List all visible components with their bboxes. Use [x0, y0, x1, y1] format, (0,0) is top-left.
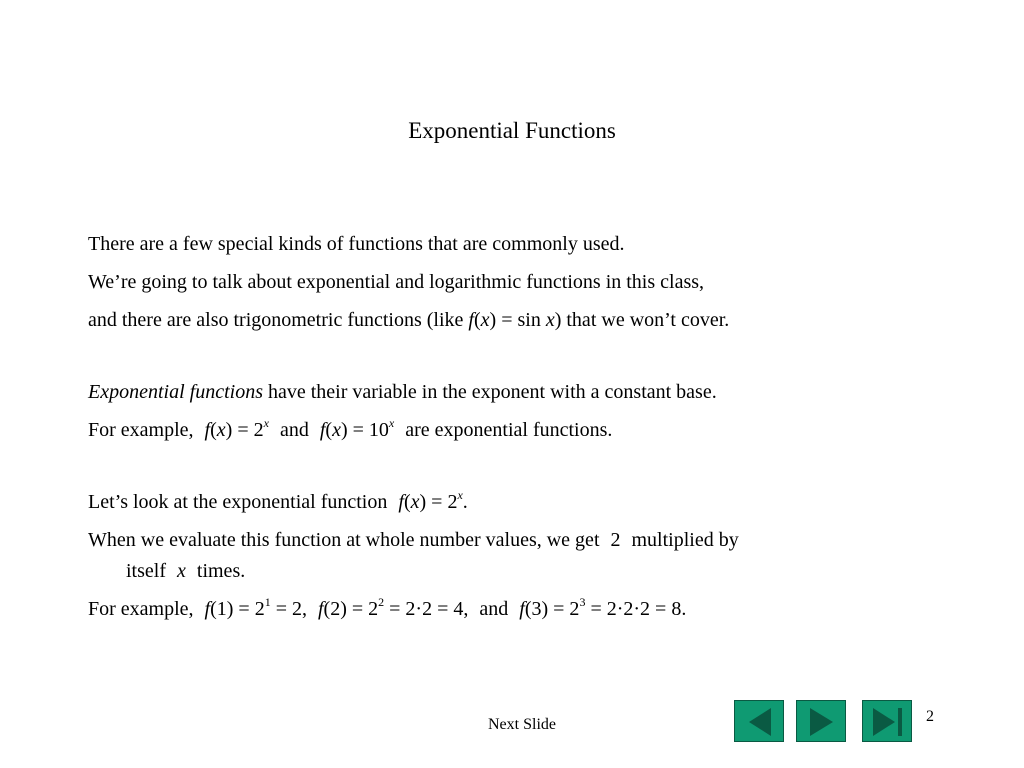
first-slide-button[interactable]: [734, 700, 784, 742]
paragraph-line: For example, $f(1) = 2^1 = 2$, $f(2) = 2^2 = 2\cdot 2 = 4$, and $f(3) = 2^3 = 2\cdot 2\cdot 2 = 8$.: [88, 595, 687, 620]
last-slide-button[interactable]: [862, 700, 912, 742]
paragraph-line: and there are also trigonometric functions (like f(x) = sin x) that we won’t cover.: [88, 309, 730, 331]
last-slide-icon: [863, 701, 913, 743]
paragraph-line: Let’s look at the exponential function $f(x) = 2^x$.: [88, 488, 468, 513]
paragraph-line: itself x times.: [126, 560, 246, 582]
paragraph-line: For example, $f(x) = 2^x$ and $f(x) = 10^x$ are exponential functions.: [88, 416, 613, 441]
slide-title: Exponential Functions: [408, 118, 616, 143]
next-slide-link[interactable]: Next Slide: [488, 716, 556, 733]
paragraph-line: Exponential functions have their variable in the exponent with a constant base.: [88, 381, 717, 403]
play-next-icon: [797, 701, 847, 743]
paragraph-line: When we evaluate this function at whole number values, we get 2 multiplied by: [88, 529, 739, 551]
next-slide-button[interactable]: [796, 700, 846, 742]
term-emphasis: Exponential functions: [88, 381, 263, 403]
paragraph-line: We’re going to talk about exponential and logarithmic functions in this class,: [88, 271, 705, 293]
page-number: 2: [926, 708, 934, 725]
first-slide-icon: [735, 701, 785, 743]
paragraph-line: There are a few special kinds of functions that are commonly used.: [88, 233, 625, 255]
